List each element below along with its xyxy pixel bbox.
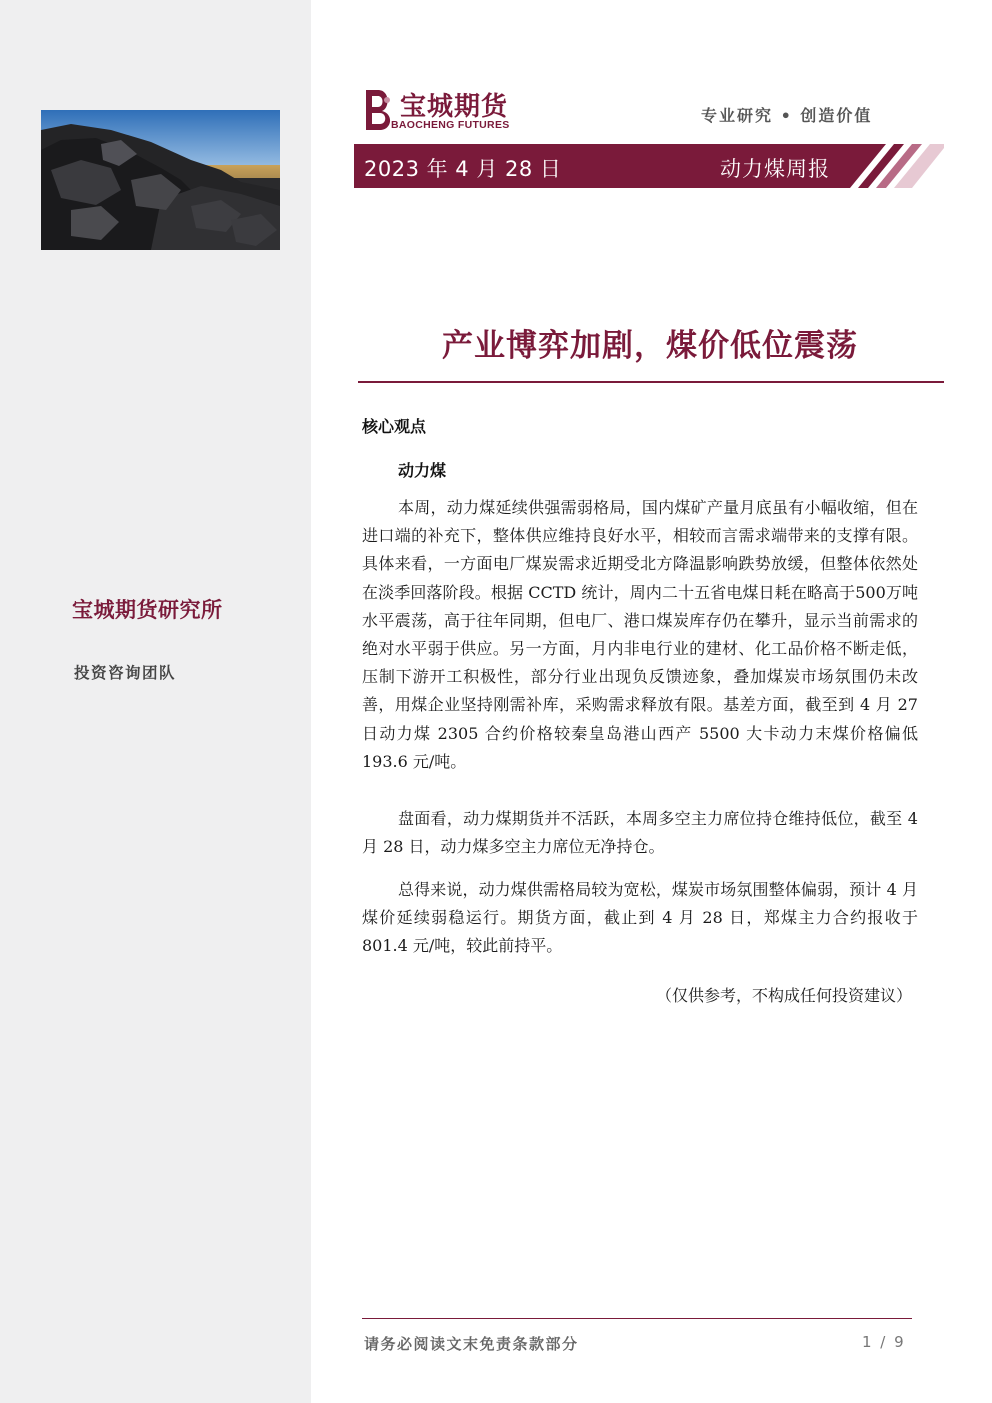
logo-chinese-text: 宝城期货: [400, 92, 509, 122]
company-logo: [360, 86, 530, 134]
paragraph-1: 本周，动力煤延续供强需弱格局，国内煤矿产量月底虽有小幅收缩，但在进口端的补充下，整体供应维持良好水平，相较而言需求端带来的支撑有限。具体来看，一方面电厂煤炭需求近期受北方降温影响跌势放缓，但整体依然处在淡季回落阶段。根据 CCTD 统计，周内二十五省电煤日耗在略高于500万吨水平震荡，高于往年同期，但电厂、港口煤炭库存仍在攀升，显示当前需求的绝对水平弱于供应。另一方面，月内非电行业的建材、化工品价格不断走低，压制下游开工积极性，部分行业出现负反馈迹象，叠加煤炭市场氛围仍未改善，用煤企业坚持刚需补库，采购需求释放有限。基差方面，截至到 4 月 27 日动力煤 2305 合约价格较秦皇岛港山西产 5500 大卡动力末煤价格偏低 193.6 元/吨。: [362, 498, 918, 771]
report-type: 动力煤周报: [720, 157, 830, 181]
logo-english-text: BAOCHENG FUTURES: [391, 119, 510, 131]
core-view-heading: 核心观点: [362, 417, 427, 436]
title-divider: [358, 381, 944, 383]
team-name: 投资咨询团队: [74, 663, 177, 682]
thermal-coal-heading: 动力煤: [398, 461, 447, 480]
paragraph-2: 盘面看，动力煤期货并不活跃，本周多空主力席位持仓维持低位，截至 4 月 28 日，动力煤多空主力席位无净持仓。: [362, 809, 918, 857]
coal-pile-photo: [41, 110, 280, 250]
header-banner: [354, 144, 944, 188]
report-title: 产业博弈加剧，煤价低位震荡: [442, 328, 858, 364]
paragraph-3: 总得来说，动力煤供需格局较为宽松，煤炭市场氛围整体偏弱，预计 4 月煤价延续弱稳运行。期货方面，截止到 4 月 28 日，郑煤主力合约报收于 801.4 元/吨，较此前持平。: [362, 880, 918, 956]
sidebar: [0, 0, 311, 1403]
institute-name: 宝城期货研究所: [72, 598, 223, 622]
disclaimer: （仅供参考，不构成任何投资建议）: [655, 986, 912, 1005]
report-date: 2023 年 4 月 28 日: [364, 157, 562, 181]
footer-note: 请务必阅读文末免责条款部分: [364, 1335, 579, 1353]
slogan: 专业研究 • 创造价值: [701, 106, 873, 125]
page-number: 1 / 9: [862, 1333, 906, 1351]
footer-divider: [362, 1318, 912, 1319]
